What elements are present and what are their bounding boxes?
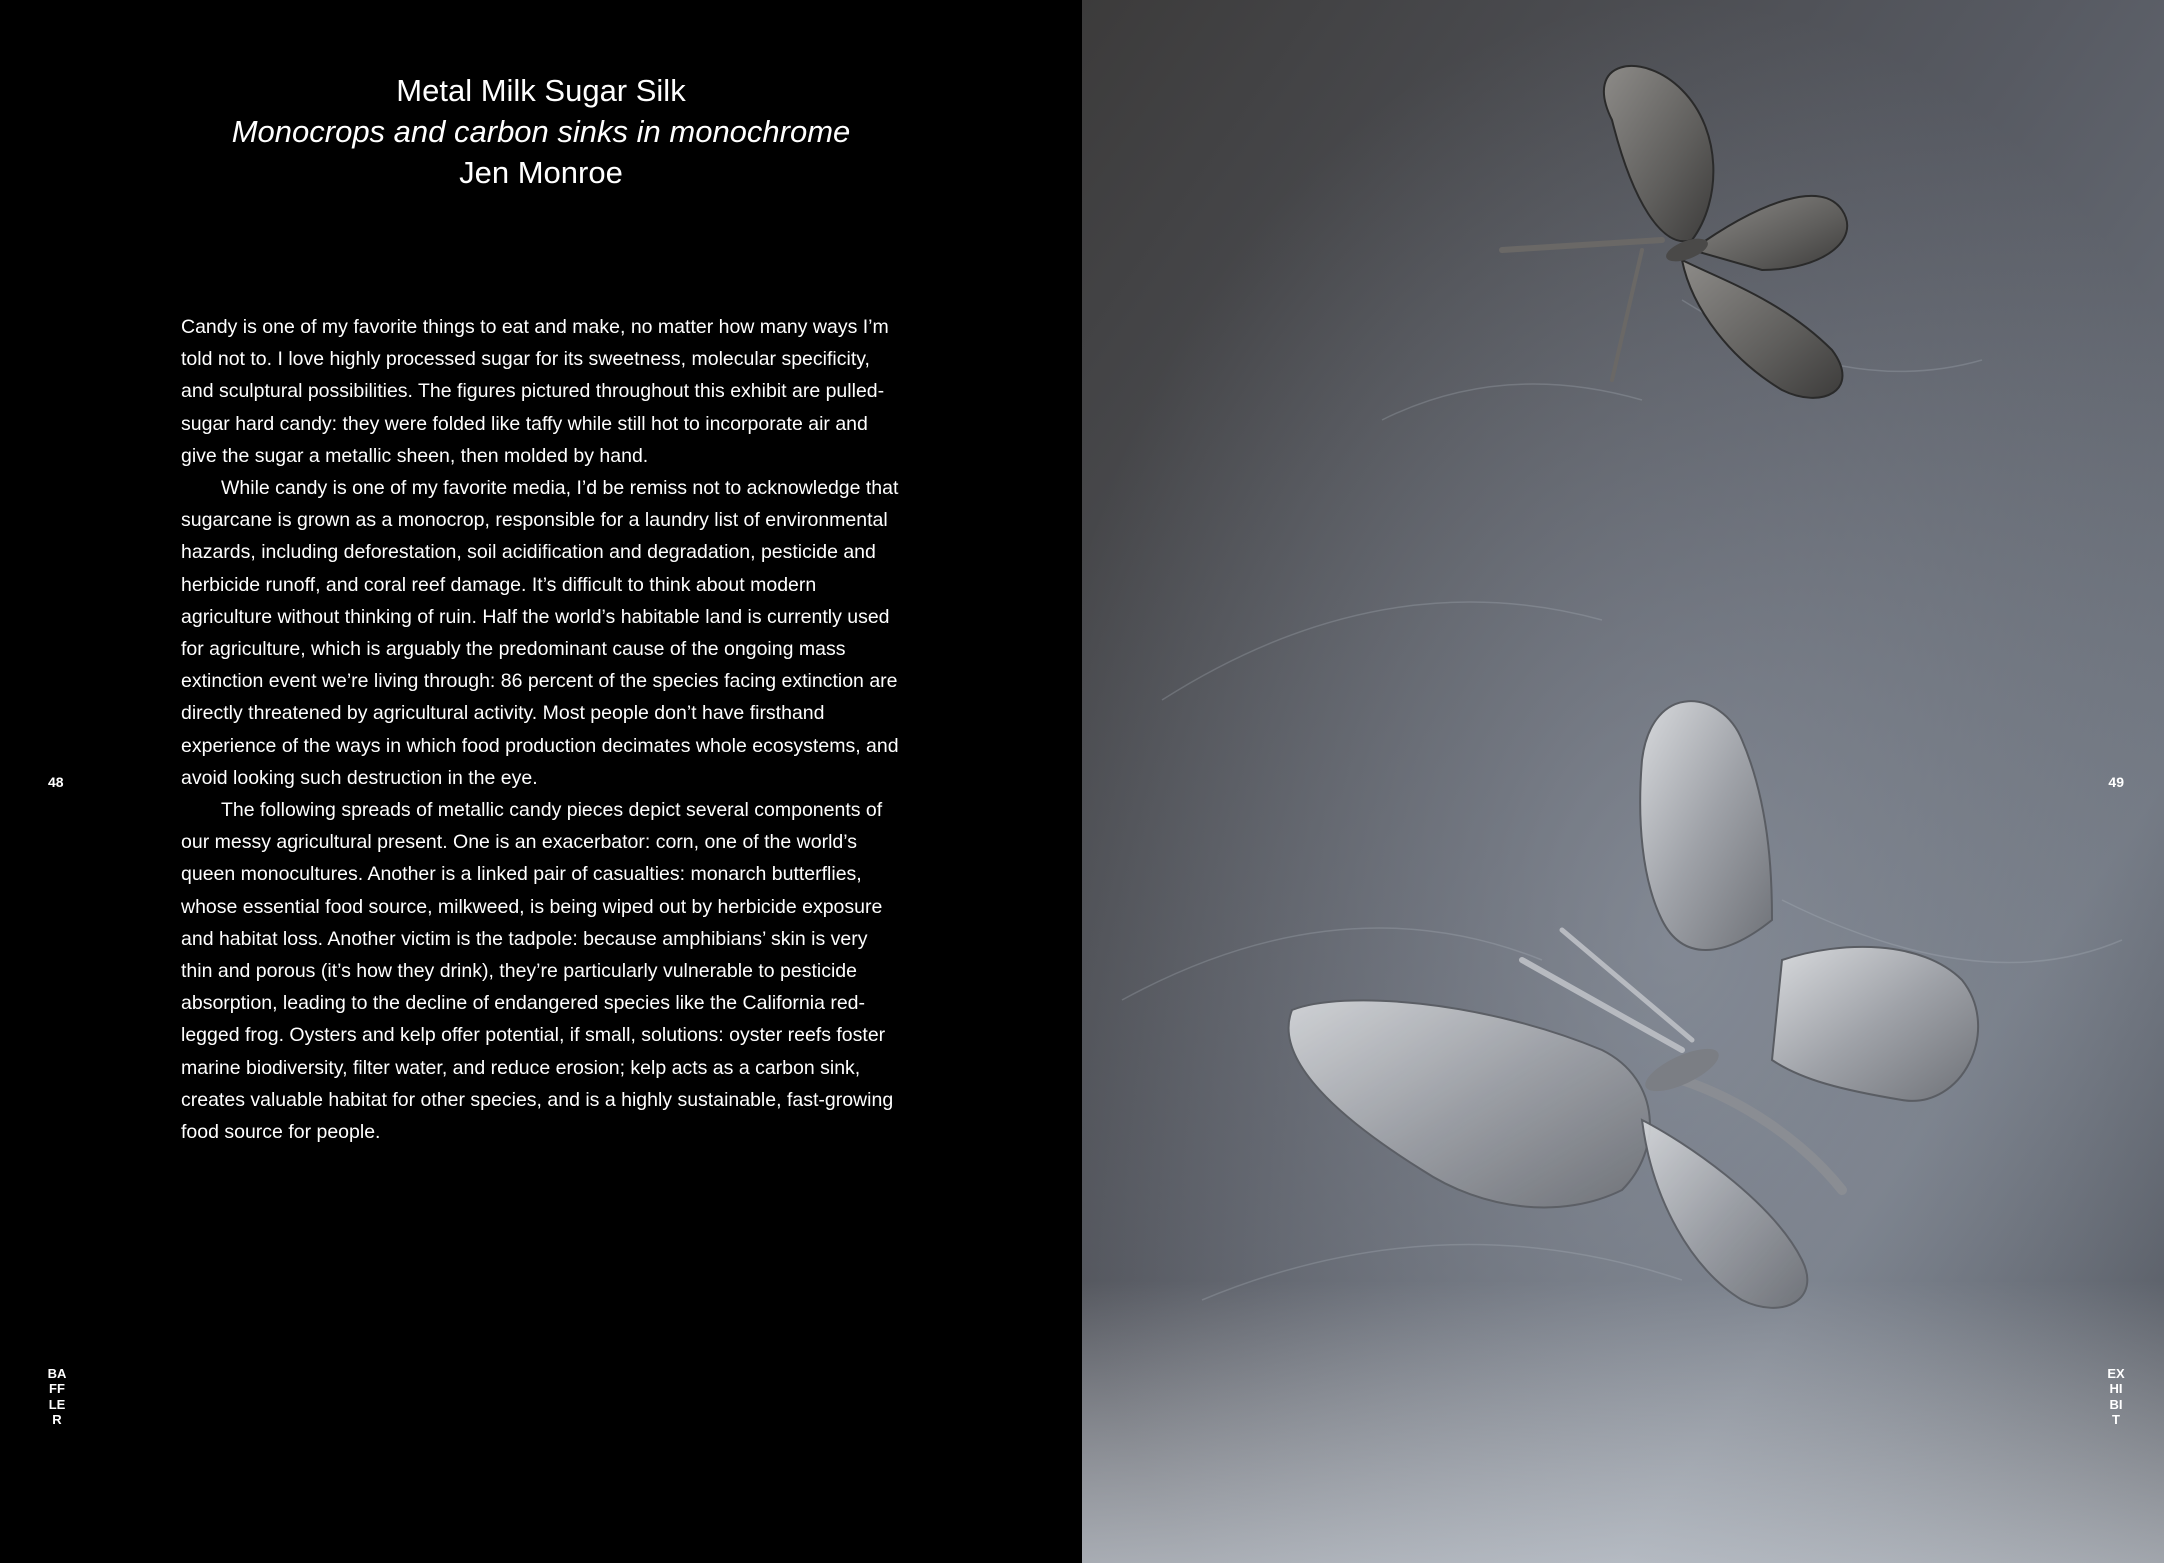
article-title: Metal Milk Sugar Silk (396, 73, 686, 108)
article-subtitle: Monocrops and carbon sinks in monochrome (231, 114, 851, 149)
page-number-right: 49 (2108, 774, 2124, 790)
article-header (0, 70, 1082, 193)
butterfly-photo (1082, 0, 2164, 1563)
running-head-left: BAFFLER (47, 1366, 67, 1427)
body-paragraph: The following spreads of metallic candy pieces depict several components of our messy agricultural present. One is an exacerbator: corn, one of the world’s queen monocultures. Another is a linked pair of casualties: monarch butterflies, whose essential food source, milkweed, is being wiped out by herbicide exposure and habitat loss. Another victim is the tadpole: because amphibians’ skin is very thin and porous (it’s how they drink), they’re particularly vulnerable to pesticide absorption, leading to the decline of endangered species like the California red-legged frog. Oysters and kelp offer potential, if small, solutions: oyster reefs foster marine biodiversity, filter water, and reduce erosion; kelp acts as a carbon sink, creates valuable habitat for other species, and is a highly sustainable, fast-growing food source for people. (181, 799, 894, 1144)
article-author: Jen Monroe (459, 155, 623, 190)
page-number-left: 48 (48, 774, 64, 790)
article-body (181, 311, 901, 1148)
running-head-right: EXHIBIT (2107, 1366, 2125, 1427)
body-paragraph: While candy is one of my favorite media, I’d be remiss not to acknowledge that sugarcane is grown as a monocrop, responsible for a laundry list of environmental hazards, including deforestation, soil acidification and degradation, pesticide and herbicide runoff, and coral reef damage. It’s difficult to think about modern agriculture without thinking of ruin. Half the world’s habitable land is currently used for agriculture, which is arguably the predominant cause of the ongoing mass extinction event we’re living through: 86 percent of the species facing extinction are directly threatened by agricultural activity. Most people don’t have firsthand experience of the ways in which food production decimates whole ecosystems, and avoid looking such destruction in the eye. (181, 477, 899, 789)
right-page-photo (1082, 0, 2164, 1563)
body-paragraph: Candy is one of my favorite things to eat and make, no matter how many ways I’m told not to. I love highly processed sugar for its sweetness, molecular specificity, and sculptural possibilities. The figures pictured throughout this exhibit are pulled-sugar hard candy: they were folded like taffy while still hot to incorporate air and give the sugar a metallic sheen, then molded by hand. (181, 316, 889, 467)
